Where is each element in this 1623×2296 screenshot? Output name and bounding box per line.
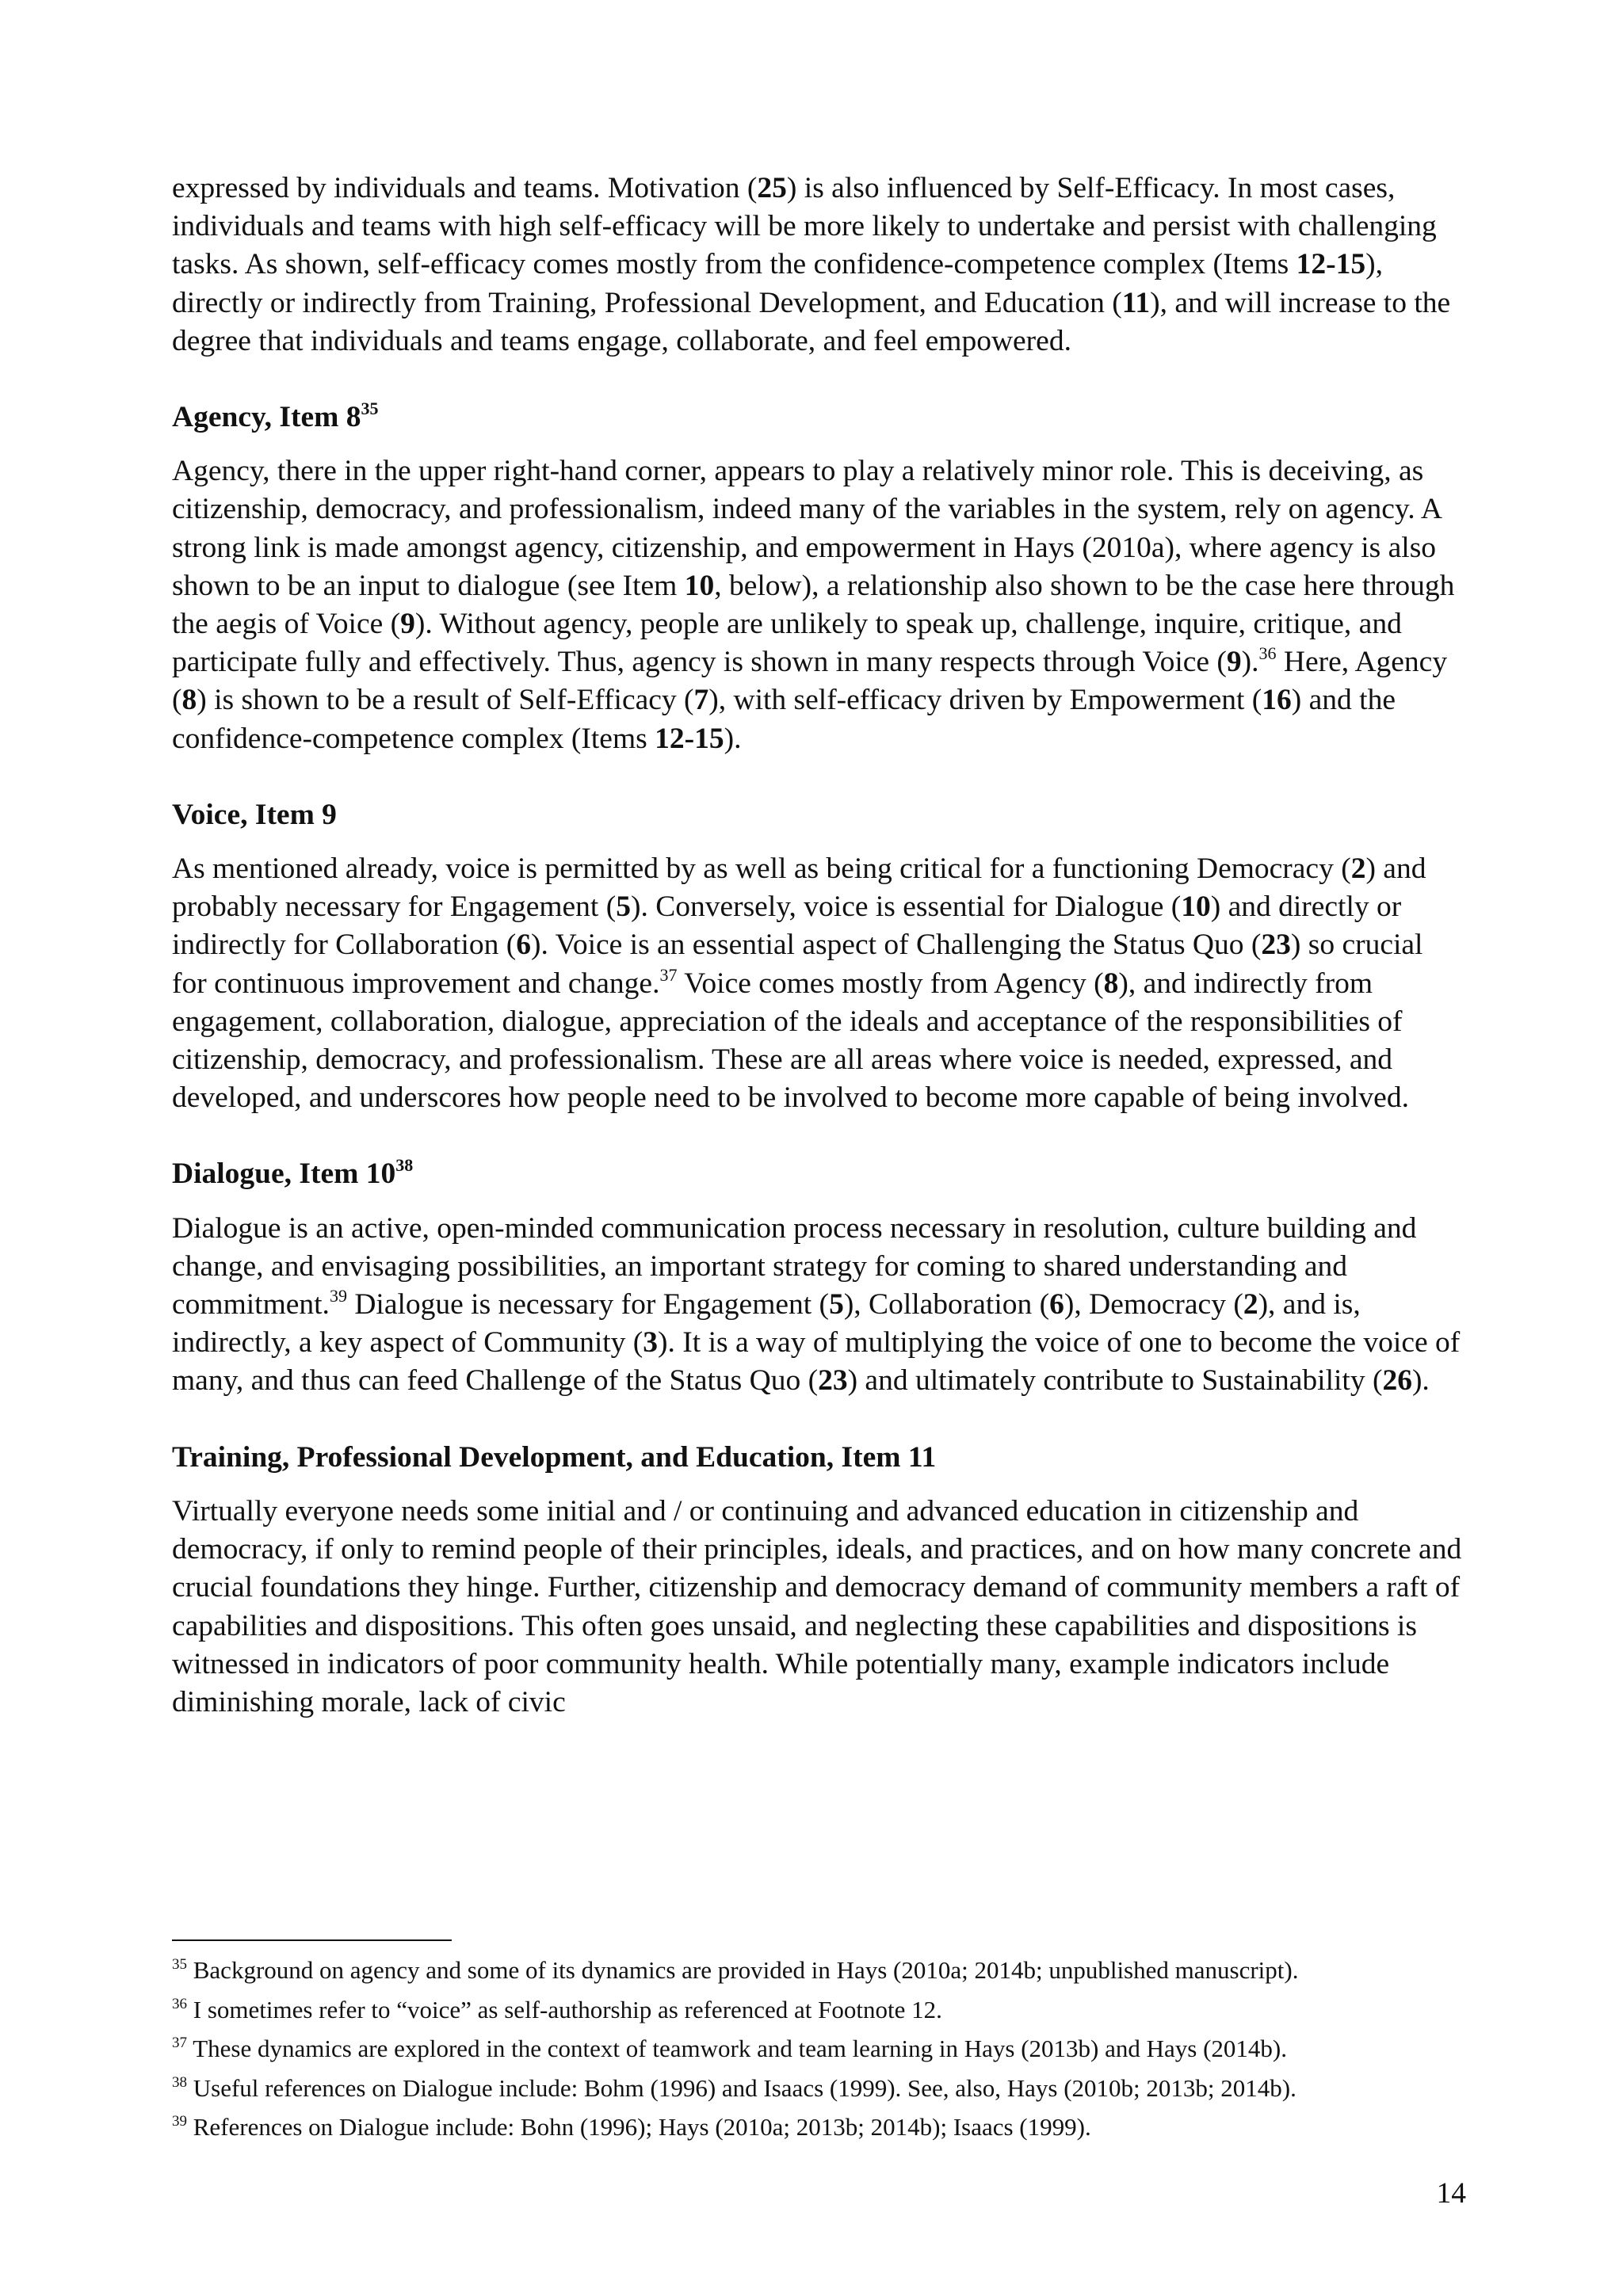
- voice-paragraph: As mentioned already, voice is permitted by as well as being critical for a functioning Democracy (2) and probably necessary for Engagement (5). Conversely, voice is essential for Dialogue (10) and directly or indirectly for Collaboration (6). Voice is an essential aspect of Challenging the Status Quo (23) so crucial for continuous improvement and change.$^{37}$ Voice comes mostly from Agency (8), and indirectly from engagement, collaboration, dialogue, appreciation of the ideals and acceptance of the responsibilities of citizenship, democracy, and professionalism. These are all areas where voice is needed, expressed, and developed, and underscores how people need to be involved to become more capable of being involved.: [172, 852, 1426, 1115]
- page-number: 14: [1436, 2177, 1466, 2210]
- dialogue-paragraph: Dialogue is an active, open-minded communication process necessary in resolution, culture building and change, and envisaging possibilities, an important strategy for coming to shared understanding and commitment.$^{39}$ Dialogue is necessary for Engagement (5), Collaboration (6), Democracy (2), and is, indirectly, a key aspect of Community (3). It is a way of multiplying the voice of one to become the voice of many, and thus can feed Challenge of the Status Quo (23) and ultimately contribute to Sustainability (26).: [172, 1211, 1461, 1398]
- voice-heading: Voice, Item 9: [172, 798, 337, 831]
- agency-heading: Agency, Item $8^{35}$: [172, 399, 379, 434]
- training-heading: Training, Professional Development, and Education, Item 11: [172, 1440, 937, 1474]
- footnote-38: $^{38}$ Useful references on Dialogue include: Bohm (1996) and Isaacs (1999). See, also, Hays (2010b; 2013b; 2014b).: [172, 2073, 1296, 2102]
- footnote-39: $^{39}$ References on Dialogue include: Bohn (1996); Hays (2010a; 2013b; 2014b); Isaacs (1999).: [172, 2113, 1091, 2141]
- footnote-ref-39[interactable]: 39: [329, 1286, 347, 1306]
- footnotes: [172, 1951, 1464, 2147]
- footnote-ref-37[interactable]: 37: [659, 964, 678, 985]
- footnote-ref-38[interactable]: 38: [395, 1155, 414, 1176]
- training-paragraph: Virtually everyone needs some initial and / or continuing and advanced education in citizenship and democracy, if only to remind people of their principles, ideals, and practices, and on how many concrete and crucial foundations they hinge. Further, citizenship and democracy demand of community members a raft of capabilities and dispositions. This often goes unsaid, and neglecting these capabilities and dispositions is witnessed in indicators of poor community health. While potentially many, example indicators include diminishing morale, lack of civic: [172, 1494, 1462, 1718]
- footnote-ref-35[interactable]: 35: [361, 399, 379, 419]
- footnote-ref-36[interactable]: 36: [1258, 643, 1277, 664]
- footnote-37: $^{37}$ These dynamics are explored in the context of teamwork and team learning in Hays (2013b) and Hays (2014b).: [172, 2035, 1287, 2062]
- body-text: [172, 170, 1464, 1722]
- intro-paragraph: expressed by individuals and teams. Motivation (25) is also influenced by Self-Efficacy. In most cases, individuals and teams with high self-efficacy will be more likely to undertake and persist with challenging tasks. As shown, self-efficacy comes mostly from the confidence-competence complex (Items 12-15), directly or indirectly from Training, Professional Development, and Education (11), and will increase to the degree that individuals and teams engage, collaborate, and feel empowered.: [172, 172, 1451, 357]
- footnote-35: $^{35}$ Background on agency and some of its dynamics are provided in Hays (2010a; 2014b; unpublished manuscript).: [172, 1956, 1299, 1984]
- dialogue-heading: Dialogue, Item $10^{38}$: [172, 1155, 414, 1191]
- footnote-36: $^{36}$ I sometimes refer to “voice” as self-authorship as referenced at Footnote 12.: [172, 1995, 942, 2023]
- footnote-divider: [172, 1939, 452, 1941]
- agency-paragraph: Agency, there in the upper right-hand corner, appears to play a relatively minor role. This is deceiving, as citizenship, democracy, and professionalism, indeed many of the variables in the system, rely on agency. A strong link is made amongst agency, citizenship, and empowerment in Hays (2010a), where agency is also shown to be an input to dialogue (see Item 10, below), a relationship also shown to be the case here through the aegis of Voice (9). Without agency, people are unlikely to speak up, challenge, inquire, critique, and participate fully and effectively. Thus, agency is shown in many respects through Voice (9).$^{36}$ Here, Agency (8) is shown to be a result of Self-Efficacy (7), with self-efficacy driven by Empowerment (16) and the confidence-competence complex (Items 12-15).: [172, 455, 1455, 755]
